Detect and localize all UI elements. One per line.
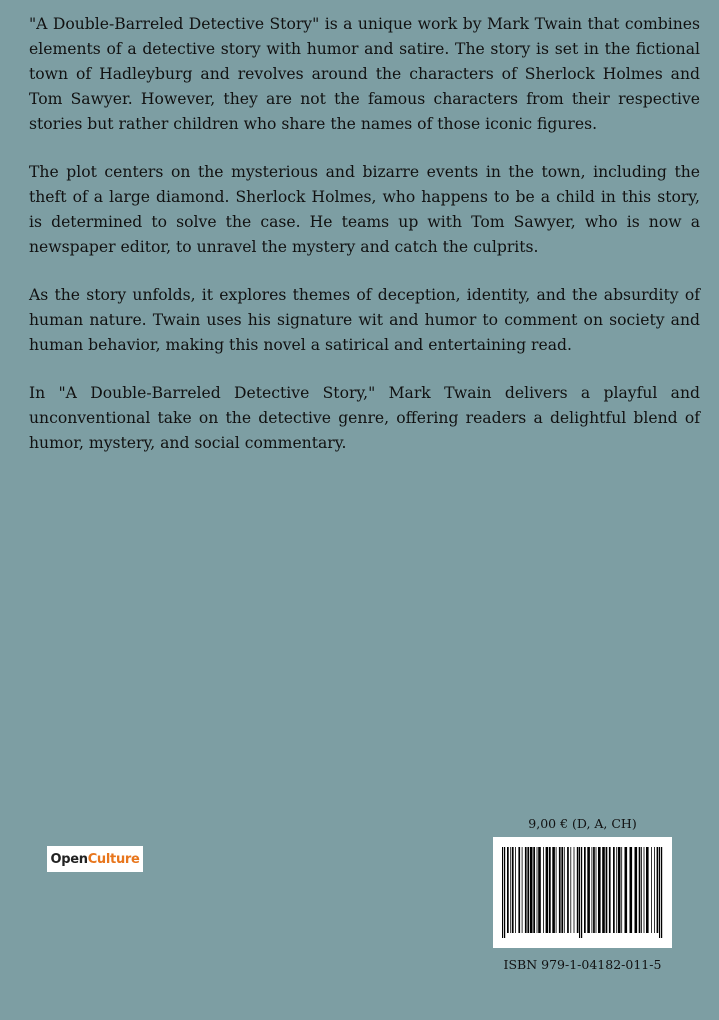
barcode-bar <box>518 847 520 933</box>
barcode-bar <box>561 847 563 933</box>
barcode-bar <box>510 847 511 933</box>
barcode-bar <box>657 847 659 933</box>
barcode-bar <box>644 847 645 933</box>
barcode-bar <box>522 847 523 933</box>
barcode-bar <box>654 847 655 933</box>
barcode-bar <box>625 847 628 933</box>
barcode-bar <box>567 847 569 933</box>
barcode-bar <box>646 847 649 933</box>
barcode-bar <box>593 847 595 933</box>
barcode-bar <box>651 847 652 933</box>
barcode-bar <box>613 847 615 933</box>
barcode-bar <box>538 847 541 933</box>
publisher-logo <box>47 846 143 872</box>
barcode-bar <box>537 847 538 933</box>
barcode-bar <box>606 847 608 933</box>
barcode-bar <box>574 847 575 933</box>
barcode-bar <box>525 847 527 933</box>
barcode-bar <box>596 847 597 933</box>
barcode-bar <box>639 847 641 933</box>
isbn-label: ISBN 979-1-04182-011-5 <box>503 957 662 972</box>
barcode-bar <box>587 847 590 933</box>
barcode <box>493 837 672 948</box>
barcode-bar <box>641 847 642 933</box>
barcode-bar <box>592 847 593 933</box>
logo-text-open: Open <box>50 851 88 867</box>
blurb-paragraph-4: In "A Double-Barreled Detective Story," Mark Twain delivers a playful and unconventional take on the detective genre, offering readers a delightful blend of humor, mystery, and social commentary. <box>29 384 700 452</box>
barcode-bar <box>602 847 605 933</box>
barcode-bar <box>618 847 621 933</box>
barcode-bar <box>609 847 611 933</box>
barcode-bar <box>570 847 571 933</box>
barcode-bar <box>635 847 638 933</box>
barcode-bar <box>533 847 535 933</box>
barcode-bar <box>621 847 622 933</box>
blurb-paragraph-1: "A Double-Barreled Detective Story" is a unique work by Mark Twain that combines elements of a detective story with humor and satire. The story is set in the fictional town of Hadleyburg and revolves around the characters of Sherlock Holmes and Tom Sawyer. However, they are not the famous characters from their respective stories but rather children who share the names of those iconic figures. <box>29 15 700 133</box>
back-cover-blurb <box>29 12 700 479</box>
barcode-bar <box>556 847 557 933</box>
barcode-bar <box>530 847 533 933</box>
blurb-paragraph-3: As the story unfolds, it explores themes of deception, identity, and the absurdity of human nature. Twain uses his signature wit and humor to comment on society and human behavior, making this novel a satirical and entertaining read. <box>29 286 700 354</box>
blurb-paragraph-2: The plot centers on the mysterious and bizarre events in the town, including the theft of a large diamond. Sherlock Holmes, who happens to be a child in this story, is determined to solve the case. He teams up with Tom Sawyer, who is now a newspaper editor, to unravel the mystery and catch the culprits. <box>29 163 700 256</box>
barcode-bar <box>616 847 617 933</box>
barcode-bar <box>552 847 555 933</box>
barcode-bar <box>527 847 529 933</box>
barcode-bar <box>512 847 514 933</box>
barcode-bar <box>546 847 549 933</box>
barcode-bar <box>504 847 505 938</box>
barcode-bar <box>559 847 561 933</box>
barcode-bar <box>507 847 509 933</box>
barcode-bar <box>661 847 662 938</box>
barcode-bar <box>543 847 544 933</box>
barcode-bar <box>581 847 582 938</box>
price-label: 9,00 € (D, A, CH) <box>528 816 637 831</box>
barcode-bar <box>577 847 579 933</box>
barcode-graphic <box>493 837 672 948</box>
barcode-bar <box>564 847 565 933</box>
logo-text-culture: Culture <box>87 851 140 867</box>
barcode-bar <box>549 847 551 933</box>
barcode-bar <box>584 847 586 933</box>
barcode-bar <box>502 847 503 938</box>
barcode-bar <box>579 847 580 938</box>
barcode-bar <box>598 847 601 933</box>
barcode-bar <box>515 847 516 933</box>
barcode-bar <box>630 847 633 933</box>
barcode-bar <box>659 847 660 938</box>
